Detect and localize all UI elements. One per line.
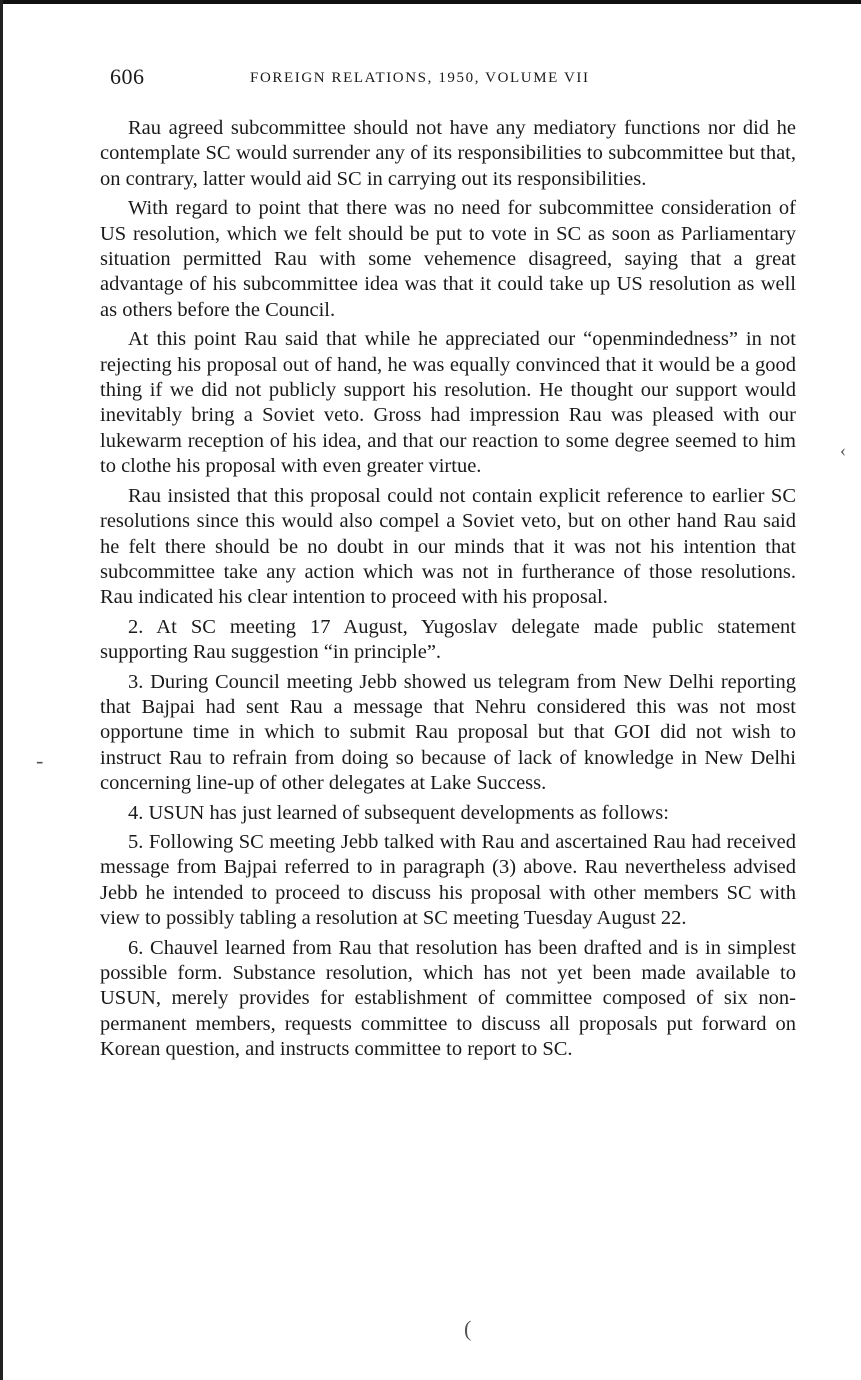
scan-top-border bbox=[0, 0, 861, 4]
paragraph-point-of-need: With regard to point that there was no need for subcommittee consideration of US resolution, which we felt should be put to vote in SC as soon as Parliamentary situation permitted Rau with some vehemence disagreed, saying that a great advantage of his subcommittee idea was that it could take up US resolution as well as others before the Council. bbox=[100, 197, 796, 321]
scan-bottom-mark: ( bbox=[464, 1316, 472, 1341]
scan-left-border bbox=[0, 0, 3, 1380]
page-number: 606 bbox=[110, 64, 145, 89]
paragraph-item-2: 2. At SC meeting 17 August, Yugoslav delegate made public statement supporting Rau suggestion “in principle”. bbox=[100, 615, 796, 664]
paragraph-item-4: 4. USUN has just learned of subsequent developments as follows: bbox=[128, 801, 669, 824]
running-head: FOREIGN RELATIONS, 1950, VOLUME VII bbox=[250, 70, 590, 86]
paragraph-rau-agreed: Rau agreed subcommittee should not have any mediatory functions nor did he contemplate SC would surrender any of its responsibilities to subcommittee but that, on contrary, latter would aid SC in carrying out its responsibilities. bbox=[100, 117, 796, 190]
paragraph-item-3: 3. During Council meeting Jebb showed us telegram from New Delhi reporting that Bajpai had sent Rau a message that Nehru considered this was not most opportune time in which to submit Rau proposal but that GOI did not wish to instruct Rau to refrain from doing so because of lack of knowledge in New Delhi concerning line-up of other delegates at Lake Success. bbox=[100, 670, 796, 795]
page-header bbox=[110, 64, 790, 96]
scan-margin-mark: ‹ bbox=[840, 440, 846, 460]
paragraph-item-6: 6. Chauvel learned from Rau that resolution has been drafted and is in simplest possible form. Substance resolution, which has not yet been made available to USUN, merely provides for establishment of committee composed of six non-permanent members, requests committee to discuss all proposals put forward on Korean question, and instructs committee to report to SC. bbox=[100, 936, 796, 1061]
scan-speck-mark: - bbox=[36, 748, 44, 773]
document-body bbox=[100, 116, 796, 1067]
paragraph-openmindedness: At this point Rau said that while he appreciated our “openmindedness” in not rejecting his proposal out of hand, he was equally convinced that it would be a good thing if we did not publicly support his resolution. He thought our support would inevitably bring a Soviet veto. Gross had impression Rau was pleased with our lukewarm reception of his idea, and that our reaction to some degree seemed to him to clothe his proposal with even greater virtue. bbox=[100, 328, 796, 478]
paragraph-explicit-reference: Rau insisted that this proposal could not contain explicit reference to earlier SC resolutions since this would also compel a Soviet veto, but on other hand Rau said he felt there should be no doubt in our minds that it was not his intention that subcommittee take any action which was not in furtherance of those resolutions. Rau indicated his clear intention to proceed with his proposal. bbox=[100, 484, 796, 609]
paragraph-item-5: 5. Following SC meeting Jebb talked with Rau and ascertained Rau had received message from Bajpai referred to in paragraph (3) above. Rau nevertheless advised Jebb he intended to proceed to discuss his proposal with other members SC with view to possibly tabling a resolution at SC meeting Tuesday August 22. bbox=[100, 830, 796, 930]
